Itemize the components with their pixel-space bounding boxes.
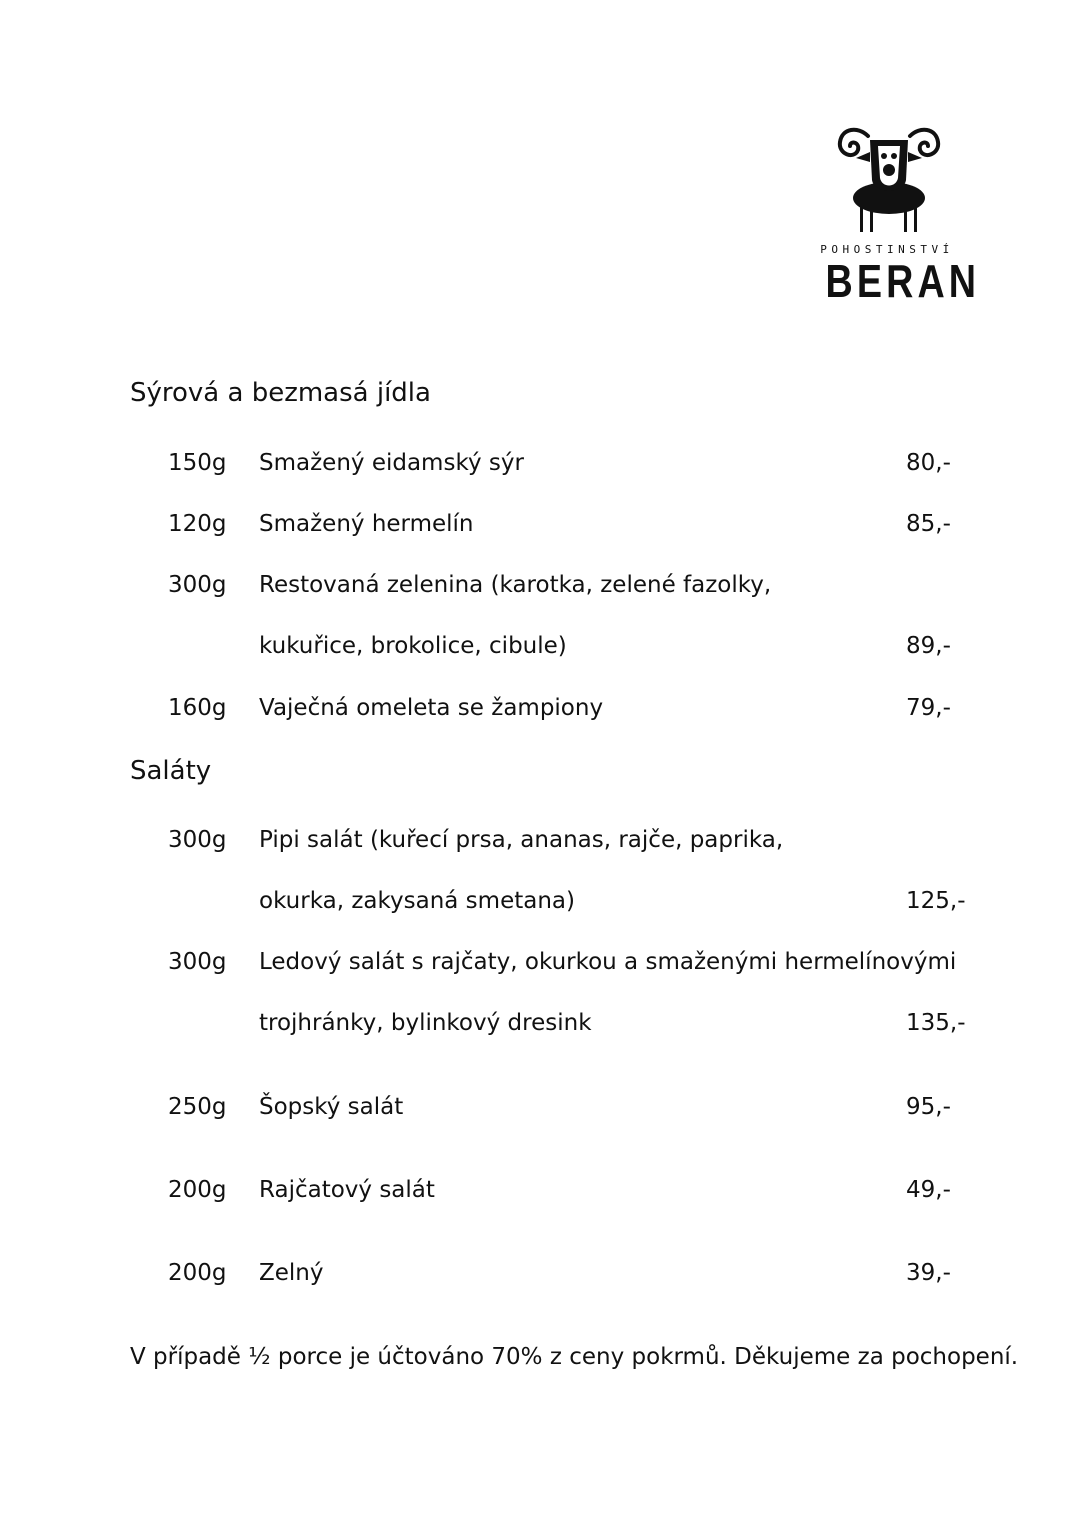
item-price: 89,- xyxy=(906,633,951,659)
item-price: 85,- xyxy=(906,511,951,537)
item-weight: 200g xyxy=(168,1260,227,1286)
item-weight: 300g xyxy=(168,572,227,598)
item-name: Restovaná zelenina (karotka, zelené fazolky, xyxy=(259,572,772,598)
item-weight: 200g xyxy=(168,1177,227,1203)
section-title: Sýrová a bezmasá jídla xyxy=(130,378,431,408)
item-price: 39,- xyxy=(906,1260,951,1286)
item-name-continued: okurka, zakysaná smetana) xyxy=(259,888,575,914)
item-weight: 300g xyxy=(168,949,227,975)
item-name: Smažený eidamský sýr xyxy=(259,450,524,476)
logo-title: BERAN xyxy=(825,255,981,307)
section-title: Saláty xyxy=(130,756,212,786)
item-name: Smažený hermelín xyxy=(259,511,474,537)
item-price: 135,- xyxy=(906,1010,966,1036)
item-price: 125,- xyxy=(906,888,966,914)
ram-icon xyxy=(836,122,942,238)
item-name-continued: kukuřice, brokolice, cibule) xyxy=(259,633,567,659)
item-price: 49,- xyxy=(906,1177,951,1203)
footer-note: V případě ½ porce je účtováno 70% z ceny pokrmů. Děkujeme za pochopení. xyxy=(130,1344,1019,1370)
item-weight: 160g xyxy=(168,695,227,721)
item-weight: 250g xyxy=(168,1094,227,1120)
restaurant-logo xyxy=(812,122,981,312)
item-name: Šopský salát xyxy=(259,1094,404,1120)
item-name-continued: trojhránky, bylinkový dresink xyxy=(259,1010,592,1036)
item-price: 95,- xyxy=(906,1094,951,1120)
item-weight: 150g xyxy=(168,450,227,476)
item-weight: 120g xyxy=(168,511,227,537)
item-name: Vaječná omeleta se žampiony xyxy=(259,695,604,721)
item-weight: 300g xyxy=(168,827,227,853)
logo-subtitle: POHOSTINSTVÍ xyxy=(820,243,954,256)
item-name: Rajčatový salát xyxy=(259,1177,435,1203)
item-name: Ledový salát s rajčaty, okurkou a smaženými hermelínovými xyxy=(259,949,957,975)
item-name: Zelný xyxy=(259,1260,324,1286)
item-price: 79,- xyxy=(906,695,951,721)
item-name: Pipi salát (kuřecí prsa, ananas, rajče, paprika, xyxy=(259,827,784,853)
item-price: 80,- xyxy=(906,450,951,476)
